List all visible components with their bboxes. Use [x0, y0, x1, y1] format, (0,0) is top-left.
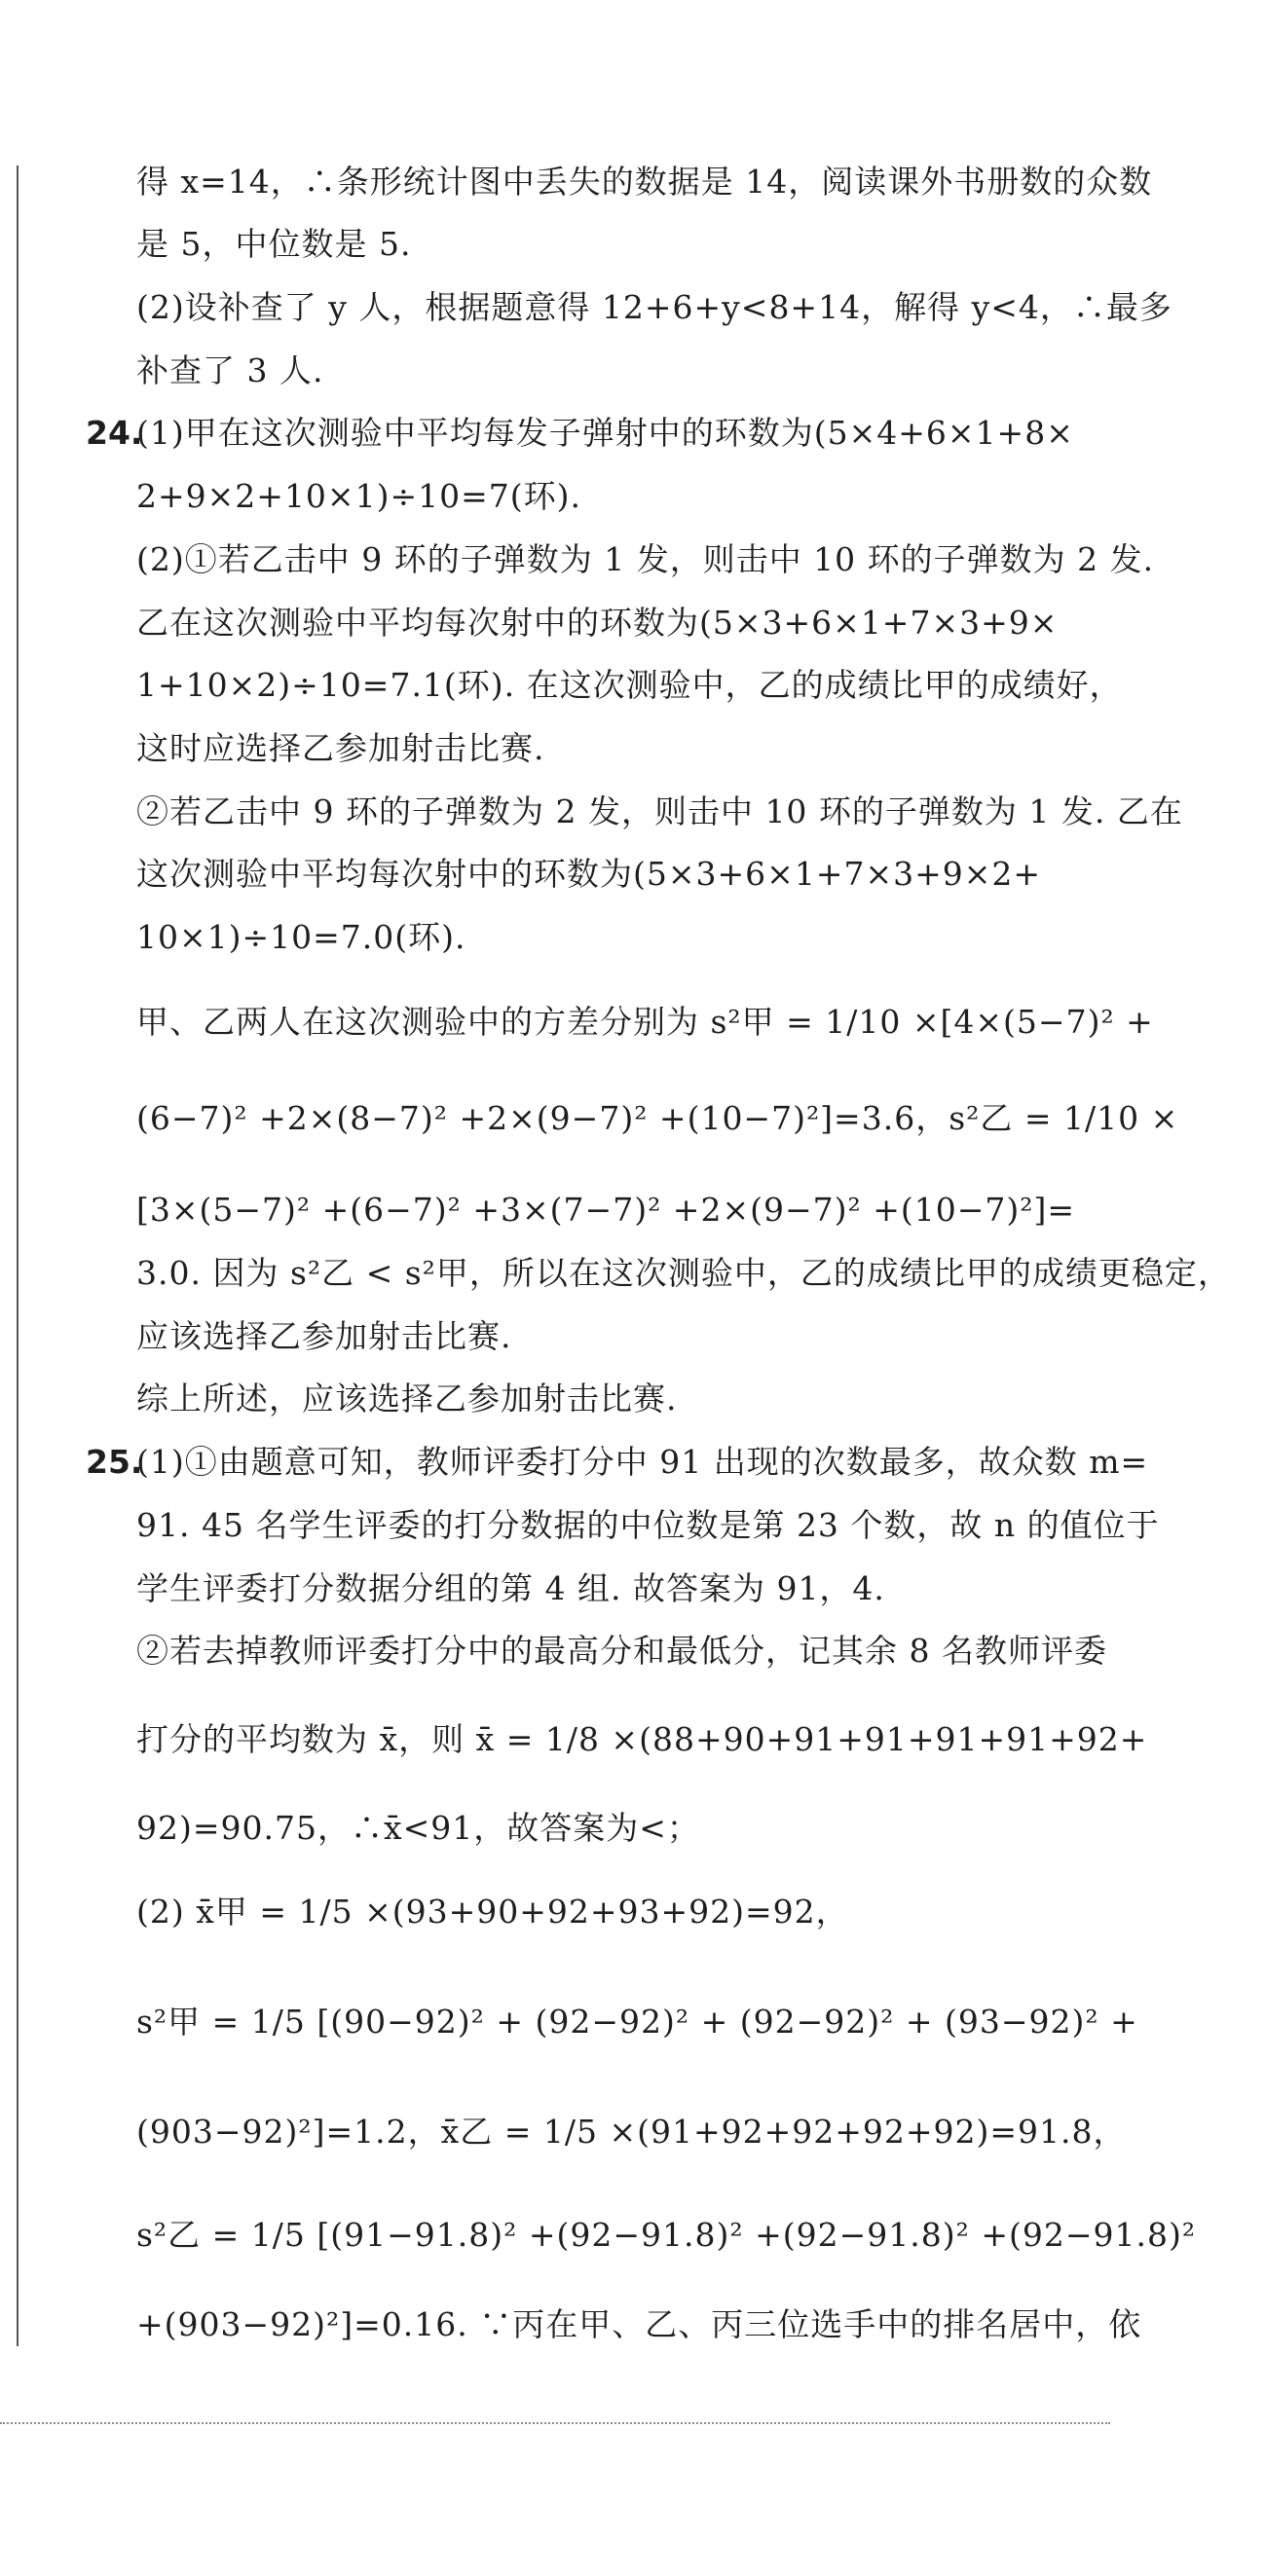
- page-bottom-rule: [0, 2422, 1110, 2424]
- text-line: +(903−92)²]=0.16. ∵丙在甲、乙、丙三位选手中的排名居中，依: [136, 2305, 1142, 2343]
- text-line: 应该选择乙参加射击比赛.: [136, 1317, 512, 1355]
- text-line: 1+10×2)÷10=7.1(环). 在这次测验中，乙的成绩比甲的成绩好，: [136, 666, 1123, 704]
- text-line: (1)①由题意可知，教师评委打分中 91 出现的次数最多，故众数 m=: [136, 1443, 1149, 1481]
- text-line: (903−92)²]=1.2，x̄乙 = 1/5 ×(91+92+92+92+92)=91.8，: [136, 2113, 1127, 2151]
- text-line: (6−7)² +2×(8−7)² +2×(9−7)² +(10−7)²]=3.6，s²乙 = 1/10 ×: [136, 1099, 1179, 1137]
- text-line: s²乙 = 1/5 [(91−91.8)² +(92−91.8)² +(92−91.8)² +(92−91.8)²: [136, 2216, 1197, 2254]
- text-line: 补查了 3 人.: [136, 351, 324, 389]
- text-line: s²甲 = 1/5 [(90−92)² + (92−92)² + (92−92)² + (93−92)² +: [136, 2003, 1138, 2041]
- question-number: 24.: [86, 414, 143, 452]
- text-line: 这时应选择乙参加射击比赛.: [136, 729, 545, 767]
- text-line: 甲、乙两人在这次测验中的方差分别为 s²甲 = 1/10 ×[4×(5−7)² +: [136, 1003, 1154, 1041]
- question-number: 25.: [86, 1443, 143, 1481]
- text-line: 91. 45 名学生评委的打分数据的中位数是第 23 个数，故 n 的值位于: [136, 1506, 1160, 1544]
- text-line: 综上所述，应该选择乙参加射击比赛.: [136, 1380, 678, 1417]
- text-line: (2) x̄甲 = 1/5 ×(93+90+92+93+92)=92，: [136, 1893, 849, 1931]
- text-line: (2)①若乙击中 9 环的子弹数为 1 发，则击中 10 环的子弹数为 2 发.: [136, 540, 1155, 578]
- text-line: 学生评委打分数据分组的第 4 组. 故答案为 91，4.: [136, 1569, 885, 1607]
- text-line: 得 x=14，∴条形统计图中丢失的数据是 14，阅读课外书册数的众数: [136, 163, 1153, 201]
- text-line: ②若去掉教师评委打分中的最高分和最低分，记其余 8 名教师评委: [136, 1632, 1107, 1670]
- text-line: 乙在这次测验中平均每次射中的环数为(5×3+6×1+7×3+9×: [136, 604, 1059, 642]
- text-line: ②若乙击中 9 环的子弹数为 2 发，则击中 10 环的子弹数为 1 发. 乙在: [136, 792, 1183, 830]
- text-line: 打分的平均数为 x̄，则 x̄ = 1/8 ×(88+90+91+91+91+91+92+: [136, 1720, 1148, 1758]
- text-line: 3.0. 因为 s²乙 < s²甲，所以在这次测验中，乙的成绩比甲的成绩更稳定，: [136, 1254, 1231, 1292]
- text-line: 2+9×2+10×1)÷10=7(环).: [136, 477, 581, 515]
- text-line: 是 5，中位数是 5.: [136, 225, 412, 263]
- text-line: 10×1)÷10=7.0(环).: [136, 918, 466, 956]
- text-line: 92)=90.75，∴x̄<91，故答案为<；: [136, 1809, 700, 1847]
- text-line: 这次测验中平均每次射中的环数为(5×3+6×1+7×3+9×2+: [136, 855, 1042, 893]
- text-line: (2)设补查了 y 人，根据题意得 12+6+y<8+14，解得 y<4，∴最多: [136, 288, 1172, 326]
- margin-rule: [17, 166, 19, 2346]
- text-line: (1)甲在这次测验中平均每发子弹射中的环数为(5×4+6×1+8×: [136, 414, 1074, 452]
- text-line: [3×(5−7)² +(6−7)² +3×(7−7)² +2×(9−7)² +(10−7)²]=: [136, 1191, 1075, 1229]
